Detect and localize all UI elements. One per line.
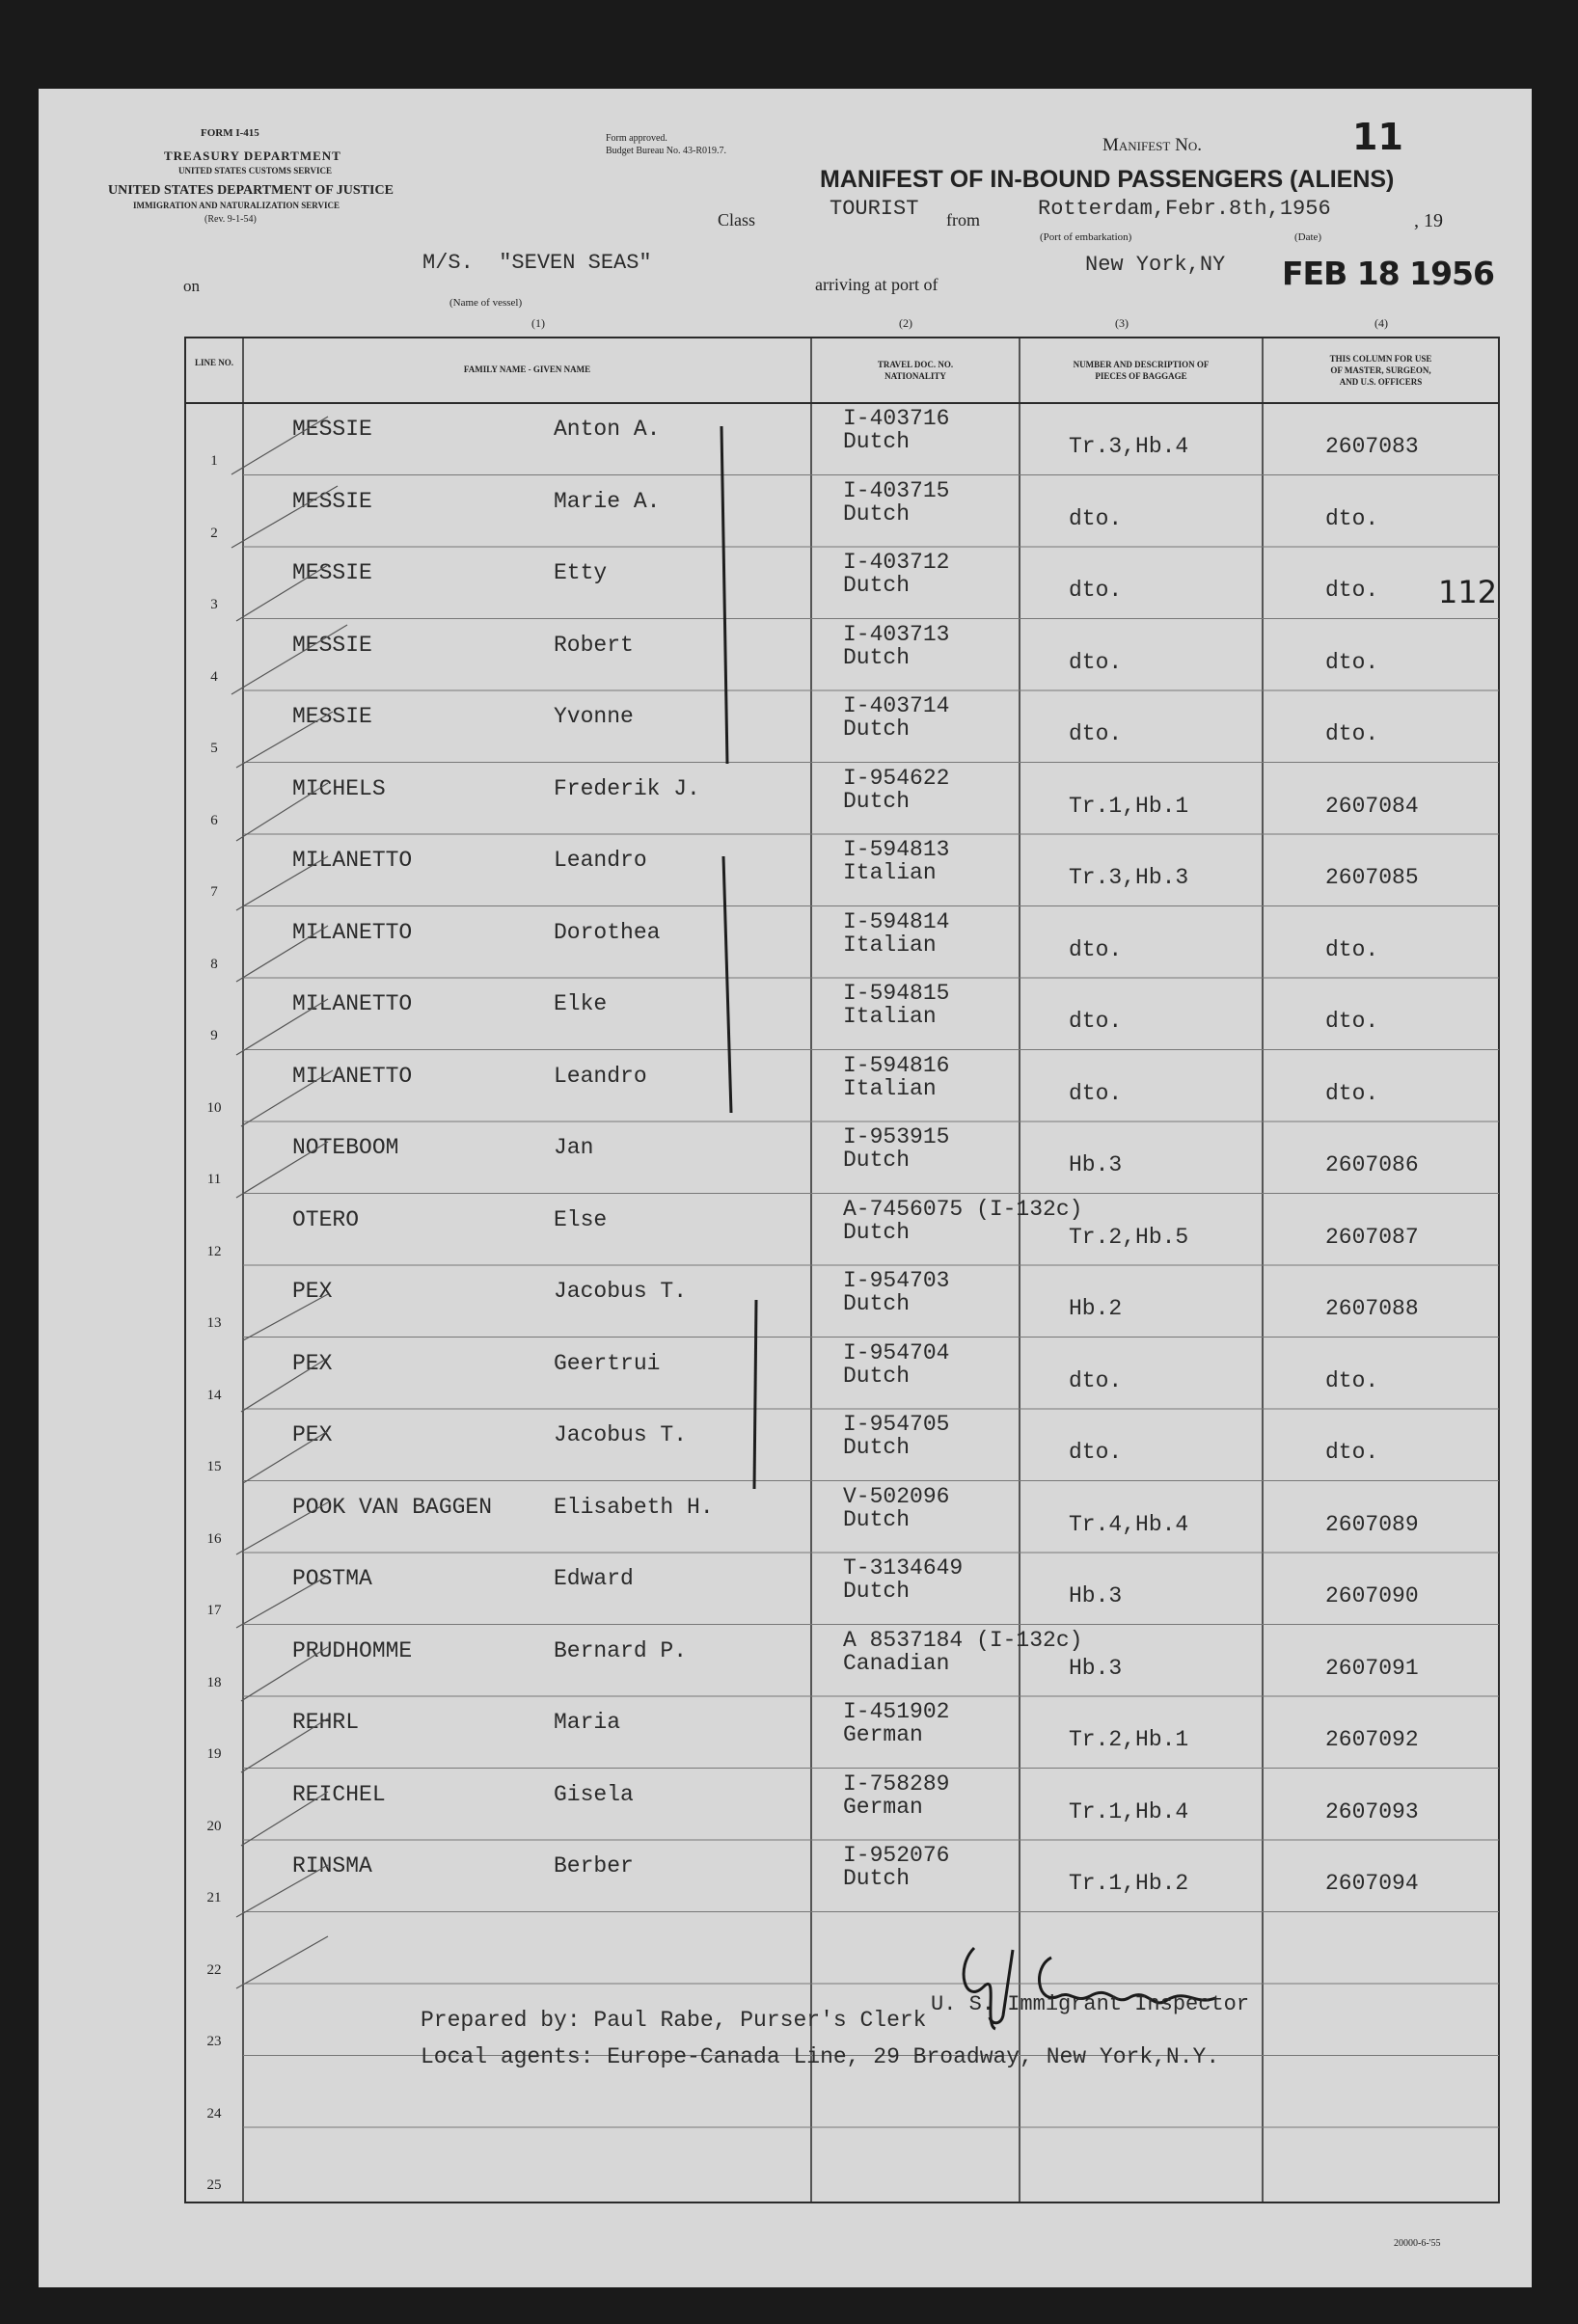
official-number: 2607088	[1325, 1296, 1419, 1321]
given-name: Frederik J.	[554, 775, 700, 801]
vessel-name-value: M/S. "SEVEN SEAS"	[422, 251, 652, 275]
baggage: Tr.4,Hb.4	[1069, 1511, 1189, 1537]
given-name: Leandro	[554, 1063, 647, 1089]
given-name: Yvonne	[554, 704, 634, 729]
budget-bureau-line: Budget Bureau No. 43-R019.7.	[606, 146, 726, 156]
line-number: 25	[206, 2177, 222, 2193]
line-number: 17	[206, 1603, 222, 1618]
official-number: dto.	[1325, 505, 1379, 531]
nationality: Dutch	[843, 716, 911, 742]
inspector-signature	[945, 1929, 1292, 2035]
official-number: dto.	[1325, 1440, 1379, 1465]
official-number: 2607085	[1325, 865, 1419, 890]
nationality: Dutch	[843, 1148, 911, 1173]
year-prefix: , 19	[1414, 210, 1443, 231]
line-number: 19	[206, 1746, 222, 1762]
family-name: MILANETTO	[292, 1063, 413, 1089]
travel-doc-label: TRAVEL DOC. NO.	[877, 360, 954, 369]
official-number: 2607086	[1325, 1152, 1419, 1177]
line-number: 7	[210, 884, 218, 900]
family-name: OTERO	[292, 1206, 360, 1232]
official-number: 2607091	[1325, 1655, 1419, 1681]
nationality: Italian	[843, 1004, 937, 1029]
family-brackets	[39, 89, 1532, 2287]
port-caption: (Port of embarkation)	[1040, 231, 1132, 243]
on-label: on	[183, 277, 200, 295]
given-name: Elke	[554, 991, 608, 1016]
inspector-title: U. S. Immigrant Inspector	[931, 1992, 1250, 2016]
travel-doc-number: I-954704	[843, 1339, 950, 1365]
nationality: Dutch	[843, 644, 911, 670]
family-name: NOTEBOOM	[292, 1135, 399, 1160]
tick-marks	[231, 417, 347, 1988]
nationality: German	[843, 1794, 923, 1820]
family-name: MESSIE	[292, 560, 372, 585]
baggage-label: NUMBER AND DESCRIPTION OF	[1073, 360, 1210, 369]
manifest-page	[39, 89, 1532, 2287]
travel-doc-number: I-594816	[843, 1052, 950, 1078]
official-number: 2607084	[1325, 793, 1419, 819]
official-number: 2607087	[1325, 1224, 1419, 1250]
baggage: dto.	[1069, 721, 1123, 746]
travel-doc-number: I-954703	[843, 1268, 950, 1293]
date-caption: (Date)	[1294, 231, 1322, 243]
given-name: Jacobus T.	[554, 1422, 688, 1447]
official-number: dto.	[1325, 721, 1379, 746]
ins-service: IMMIGRATION AND NATURALIZATION SERVICE	[133, 201, 340, 210]
port-of-embarkation-value: Rotterdam,Febr.8th,1956	[1038, 197, 1331, 221]
nationality: German	[843, 1722, 923, 1747]
class-label: Class	[718, 210, 756, 230]
form-code: 20000-6-'55	[1394, 2238, 1441, 2249]
nationality: Dutch	[843, 788, 911, 814]
official-number: dto.	[1325, 936, 1379, 962]
line-number: 1	[210, 453, 218, 469]
baggage: Tr.1,Hb.1	[1069, 793, 1189, 819]
customs-service: UNITED STATES CUSTOMS SERVICE	[178, 166, 332, 176]
manifest-number: 11	[1352, 116, 1403, 158]
nationality: Dutch	[843, 1579, 911, 1604]
nationality: Dutch	[843, 1219, 911, 1245]
nationality: Dutch	[843, 1506, 911, 1532]
line-number: 13	[206, 1315, 222, 1331]
travel-doc-number: I-952076	[843, 1843, 950, 1868]
manifest-number-label: Manifest No.	[1102, 135, 1202, 155]
travel-doc-number: I-451902	[843, 1699, 950, 1724]
approved-line: Form approved.	[606, 133, 667, 144]
arrival-port-value: New York,NY	[1085, 253, 1226, 277]
line-number: 14	[206, 1387, 222, 1403]
from-label: from	[946, 210, 980, 230]
line-number: 23	[206, 2034, 222, 2049]
line-number: 22	[206, 1961, 222, 1978]
travel-doc-number: I-594815	[843, 981, 950, 1006]
given-name: Jan	[554, 1135, 594, 1160]
family-name: PEX	[292, 1350, 333, 1376]
family-name: PEX	[292, 1279, 333, 1304]
class-value: TOURIST	[830, 197, 919, 221]
given-name: Robert	[554, 632, 634, 658]
family-name: MESSIE	[292, 488, 372, 514]
line-number: 24	[206, 2105, 222, 2121]
travel-doc-number: I-758289	[843, 1770, 950, 1797]
official-number: dto.	[1325, 1367, 1379, 1393]
family-name: PEX	[292, 1422, 333, 1447]
given-name: Jacobus T.	[554, 1279, 688, 1304]
line-number: 21	[206, 1890, 222, 1905]
nationality: Dutch	[843, 429, 911, 454]
baggage: Hb.3	[1069, 1152, 1123, 1177]
baggage: dto.	[1069, 578, 1123, 603]
nationality: Dutch	[843, 1291, 911, 1316]
nationality: Dutch	[843, 1363, 911, 1389]
family-name: POOK VAN BAGGEN	[292, 1494, 493, 1520]
family-name: MILANETTO	[292, 991, 413, 1016]
local-agents: Local agents: Europe-Canada Line, 29 Broadway, New York,N.Y.	[421, 2044, 1220, 2069]
travel-doc-number: I-954622	[843, 765, 950, 791]
given-name: Geertrui	[554, 1350, 661, 1376]
travel-doc-number: I-403713	[843, 621, 950, 647]
line-number: 15	[206, 1459, 222, 1474]
column-number: (4)	[1374, 316, 1388, 330]
travel-doc-number: I-403716	[843, 406, 950, 431]
given-name: Marie A.	[554, 488, 661, 514]
official-number: 2607083	[1325, 434, 1419, 459]
official-number: dto.	[1325, 649, 1379, 675]
form-id: FORM I-415	[201, 127, 259, 139]
family-name: MICHELS	[292, 775, 386, 801]
baggage: dto.	[1069, 649, 1123, 675]
page-title: MANIFEST OF IN-BOUND PASSENGERS (ALIENS)	[820, 166, 1395, 193]
family-name: MESSIE	[292, 704, 372, 729]
given-name: Etty	[554, 560, 608, 585]
bracket-mark	[721, 426, 727, 764]
baggage: Tr.2,Hb.1	[1069, 1727, 1189, 1752]
column-number: (3)	[1115, 316, 1129, 330]
family-name: PRUDHOMME	[292, 1637, 413, 1663]
nationality-label: NATIONALITY	[884, 371, 946, 381]
family-name: REICHEL	[292, 1781, 386, 1807]
official-number: dto.	[1325, 1080, 1379, 1106]
line-number: 10	[206, 1099, 222, 1116]
vessel-caption: (Name of vessel)	[449, 297, 523, 309]
baggage: dto.	[1069, 1009, 1123, 1034]
line-number: 16	[206, 1530, 222, 1547]
baggage: dto.	[1069, 1440, 1123, 1465]
travel-doc-number: I-954705	[843, 1412, 950, 1437]
bracket-mark	[754, 1300, 756, 1489]
official-number: 2607093	[1325, 1798, 1419, 1824]
nationality: Italian	[843, 932, 937, 958]
nationality: Italian	[843, 860, 937, 885]
nationality: Dutch	[843, 500, 911, 527]
prepared-by: Prepared by: Paul Rabe, Purser's Clerk	[421, 2008, 927, 2033]
family-name: MESSIE	[292, 632, 372, 658]
bracket-mark	[723, 856, 731, 1113]
nationality: Dutch	[843, 573, 911, 598]
official-number: dto.	[1325, 578, 1379, 603]
form-revision: (Rev. 9-1-54)	[204, 214, 257, 225]
line-number: 9	[210, 1028, 218, 1043]
baggage: dto.	[1069, 1367, 1123, 1393]
line-number: 3	[210, 597, 218, 612]
travel-doc-number: T-3134649	[843, 1555, 964, 1581]
given-name: Gisela	[554, 1781, 634, 1807]
justice-department: UNITED STATES DEPARTMENT OF JUSTICE	[108, 183, 394, 198]
family-name: MILANETTO	[292, 848, 413, 873]
column-number: (2)	[899, 316, 912, 330]
line-number: 6	[210, 812, 218, 828]
travel-doc-number: I-594813	[843, 837, 950, 862]
official-number: dto.	[1325, 1009, 1379, 1034]
nationality: Canadian	[843, 1650, 950, 1676]
baggage: dto.	[1069, 505, 1123, 531]
line-number: 2	[210, 525, 218, 541]
arrival-date-stamp: FEB 18 1956	[1282, 255, 1494, 292]
line-number: 20	[206, 1818, 222, 1834]
baggage: Tr.2,Hb.5	[1069, 1224, 1189, 1250]
baggage: dto.	[1069, 936, 1123, 962]
column-number: (1)	[531, 316, 545, 330]
travel-doc-number: A-7456075 (I-132c)	[843, 1196, 1083, 1222]
travel-doc-number: I-594814	[843, 908, 950, 934]
travel-doc-number: I-403714	[843, 693, 950, 718]
line-number: 11	[206, 1172, 222, 1187]
baggage: Hb.3	[1069, 1655, 1123, 1681]
side-number: 112	[1438, 574, 1498, 610]
family-name: RINSMA	[292, 1853, 372, 1878]
nationality: Dutch	[843, 1435, 911, 1460]
family-name: MILANETTO	[292, 919, 413, 945]
given-name: Dorothea	[554, 919, 661, 945]
official-number: 2607090	[1325, 1583, 1419, 1608]
official-number: 2607094	[1325, 1871, 1419, 1896]
line-number: 5	[210, 741, 218, 756]
line-number: 12	[206, 1243, 222, 1259]
given-name: Leandro	[554, 848, 647, 873]
given-name: Maria	[554, 1710, 621, 1735]
travel-doc-number: A 8537184 (I-132c)	[843, 1627, 1083, 1653]
baggage: Tr.1,Hb.2	[1069, 1871, 1189, 1896]
given-name: Anton A.	[554, 417, 661, 442]
treasury-department: TREASURY DEPARTMENT	[164, 149, 341, 163]
given-name: Else	[554, 1206, 608, 1232]
line-number: 8	[210, 956, 218, 972]
official-number: 2607092	[1325, 1727, 1419, 1752]
baggage: Tr.1,Hb.4	[1069, 1798, 1189, 1824]
baggage: Hb.2	[1069, 1296, 1123, 1321]
nationality: Italian	[843, 1075, 937, 1101]
nationality: Dutch	[843, 1866, 911, 1891]
given-name: Bernard P.	[554, 1637, 688, 1663]
given-name: Elisabeth H.	[554, 1494, 714, 1520]
travel-doc-number: V-502096	[843, 1483, 950, 1509]
baggage: dto.	[1069, 1080, 1123, 1106]
line-no-label: LINE NO.	[194, 358, 233, 367]
officers-label: OF MASTER, SURGEON,	[1330, 365, 1431, 375]
given-name: Berber	[554, 1853, 634, 1878]
travel-doc-number: I-953915	[843, 1124, 950, 1149]
name-header-label: FAMILY NAME - GIVEN NAME	[463, 365, 591, 374]
baggage-label: PIECES OF BAGGAGE	[1095, 371, 1187, 381]
travel-doc-number: I-403712	[843, 550, 950, 575]
line-number: 18	[206, 1674, 222, 1690]
arriving-label: arriving at port of	[815, 275, 939, 294]
official-number: 2607089	[1325, 1511, 1419, 1537]
family-name: POSTMA	[292, 1566, 372, 1591]
travel-doc-number: I-403715	[843, 477, 950, 503]
baggage: Tr.3,Hb.3	[1069, 865, 1189, 890]
family-name: MESSIE	[292, 417, 372, 442]
line-number: 4	[210, 668, 218, 685]
family-name: REHRL	[292, 1710, 360, 1735]
baggage: Tr.3,Hb.4	[1069, 434, 1189, 459]
officers-label: THIS COLUMN FOR USE	[1329, 354, 1432, 364]
baggage: Hb.3	[1069, 1583, 1123, 1608]
officers-label: AND U.S. OFFICERS	[1339, 377, 1423, 387]
given-name: Edward	[554, 1566, 634, 1591]
